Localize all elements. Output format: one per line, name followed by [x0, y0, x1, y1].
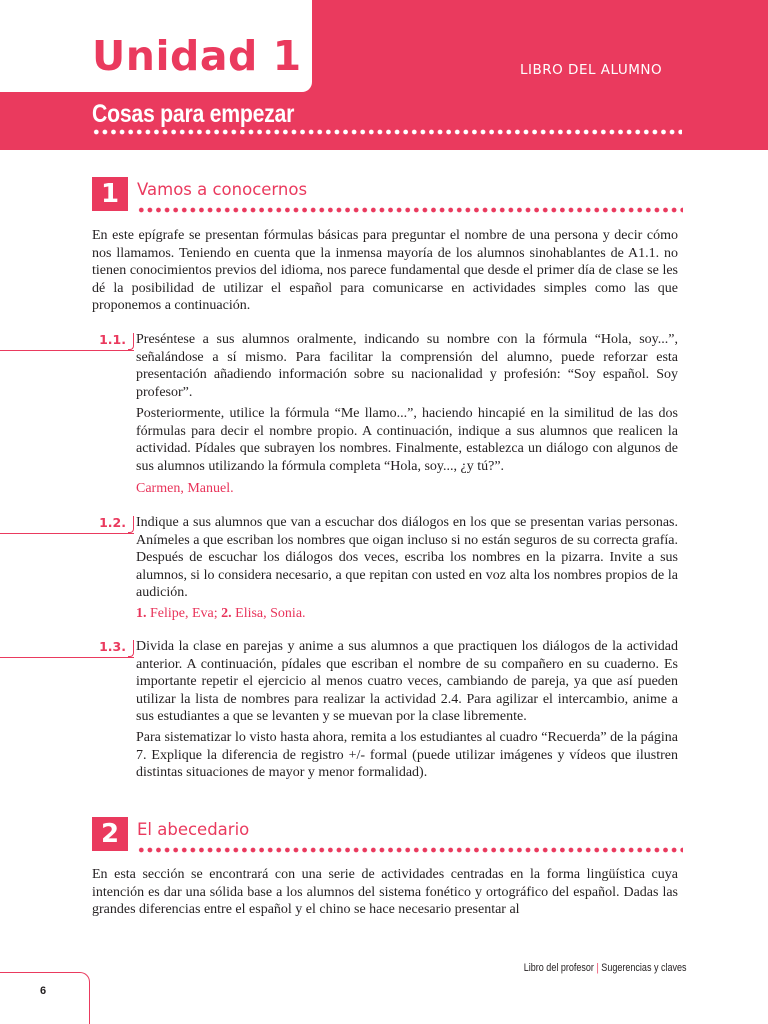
unit-title: Unidad 1	[92, 32, 302, 80]
footer-book: Libro del profesor	[524, 962, 595, 974]
activity-label	[0, 516, 134, 534]
activity-paragraph: Preséntese a sus alumnos oralmente, indicando su nombre con la fórmula “Hola, soy...”, señalándose a sí mismo. Para facilitar la comprensión del alumno, puede reforzar esta presentación añadiendo información sobre su nacionalidad y profesión: “Soy español. Soy profesor”.	[136, 332, 678, 400]
activity-paragraph: Posteriormente, utilice la fórmula “Me llamo...”, haciendo hincapié en la similitud de las dos fórmulas para decir el nombre propio. A continuación, indique a sus alumnos que realicen la actividad. Pídales que subrayen los nombres. Finalmente, establezca un diálogo con algunos de sus alumnos utilizando la fórmula completa “Hola, soy..., ¿y tú?”.	[136, 406, 678, 474]
page-number-frame	[0, 972, 90, 1024]
section-intro: En este epígrafe se presentan fórmulas básicas para preguntar el nombre de una persona y decir cómo nos llamamos. Teniendo en cuenta que la inmensa mayoría de los alumnos sinohablantes de A1.1. no tienen conocimientos previos del idioma, nos parece fundamental que desde el primer día de clase se les dé la posibilidad de utilizar el español para comunicarse en actividades simples como las que proponemos a continuación.	[92, 228, 678, 313]
header-dotted-rule	[92, 128, 682, 136]
section-intro: En esta sección se encontrará con una serie de actividades centradas en la forma lingüística cuya intención es dar una sólida base a los alumnos del sistema fonético y ortográfico del español. Dadas las grandes diferencias entre el español y el chino se hace necesario presentar al	[92, 867, 678, 917]
activity-answer	[136, 605, 678, 623]
activity-paragraph: Para sistematizar lo visto hasta ahora, remita a los estudiantes al cuadro “Recuerda” de la página 7. Explique la diferencia de registro +/- formal (puede utilizar imágenes y vídeos que ilustren distintas situaciones de mayor y menor formalidad).	[136, 730, 678, 780]
activity-label	[0, 333, 134, 351]
book-label: LIBRO DEL ALUMNO	[520, 62, 663, 78]
activity-bracket	[128, 333, 134, 350]
unit-subtitle: Cosas para empezar	[92, 100, 295, 128]
section-title: El abecedario	[137, 820, 250, 839]
answer-number: 2.	[221, 606, 232, 621]
answer-text: Elisa, Sonia.	[235, 606, 306, 621]
activity-number: 1.2.	[99, 515, 126, 530]
activity-paragraph: Divida la clase en parejas y anime a sus alumnos a que practiquen los diálogos de la actividad anterior. A continuación, pídales que escriban el nombre de su compañero en su cuaderno. Es importante repetir el ejercicio al menos cuatro veces, cambiando de pareja, ya que así pueden utilizar la lista de nombres para realizar la actividad 2.4. Para agilizar el intercambio, anime a sus estudiantes a que se levanten y se muevan por la clase libremente.	[136, 639, 678, 724]
answer-text: Felipe, Eva;	[150, 606, 218, 621]
section-dotted-rule	[137, 846, 683, 854]
page-number: 6	[40, 985, 47, 997]
footer-separator: |	[596, 962, 600, 974]
activity-answer: Carmen, Manuel.	[136, 481, 234, 496]
activity-paragraph: Indique a sus alumnos que van a escuchar dos diálogos en los que se presentan varias personas. Anímeles a que escriban los nombres que oigan incluso si no están seguros de su correcta grafía. Después de escuchar los diálogos dos veces, escriba los nombres en la pizarra. Invite a sus alumnos, si lo considera necesario, a que repitan con usted en voz alta los nombres propios de la audición.	[136, 515, 678, 600]
section-number-badge: 1	[92, 177, 128, 211]
footer-running-title	[524, 962, 687, 974]
activity-bracket	[128, 640, 134, 657]
section-dotted-rule	[137, 206, 683, 214]
activity-number: 1.1.	[99, 332, 126, 347]
answer-number: 1.	[136, 606, 147, 621]
section-title: Vamos a conocernos	[137, 180, 308, 199]
activity-bracket	[128, 516, 134, 533]
section-number-badge: 2	[92, 817, 128, 851]
activity-label	[0, 640, 134, 658]
activity-number: 1.3.	[99, 639, 126, 654]
footer-section: Sugerencias y claves	[601, 962, 687, 974]
